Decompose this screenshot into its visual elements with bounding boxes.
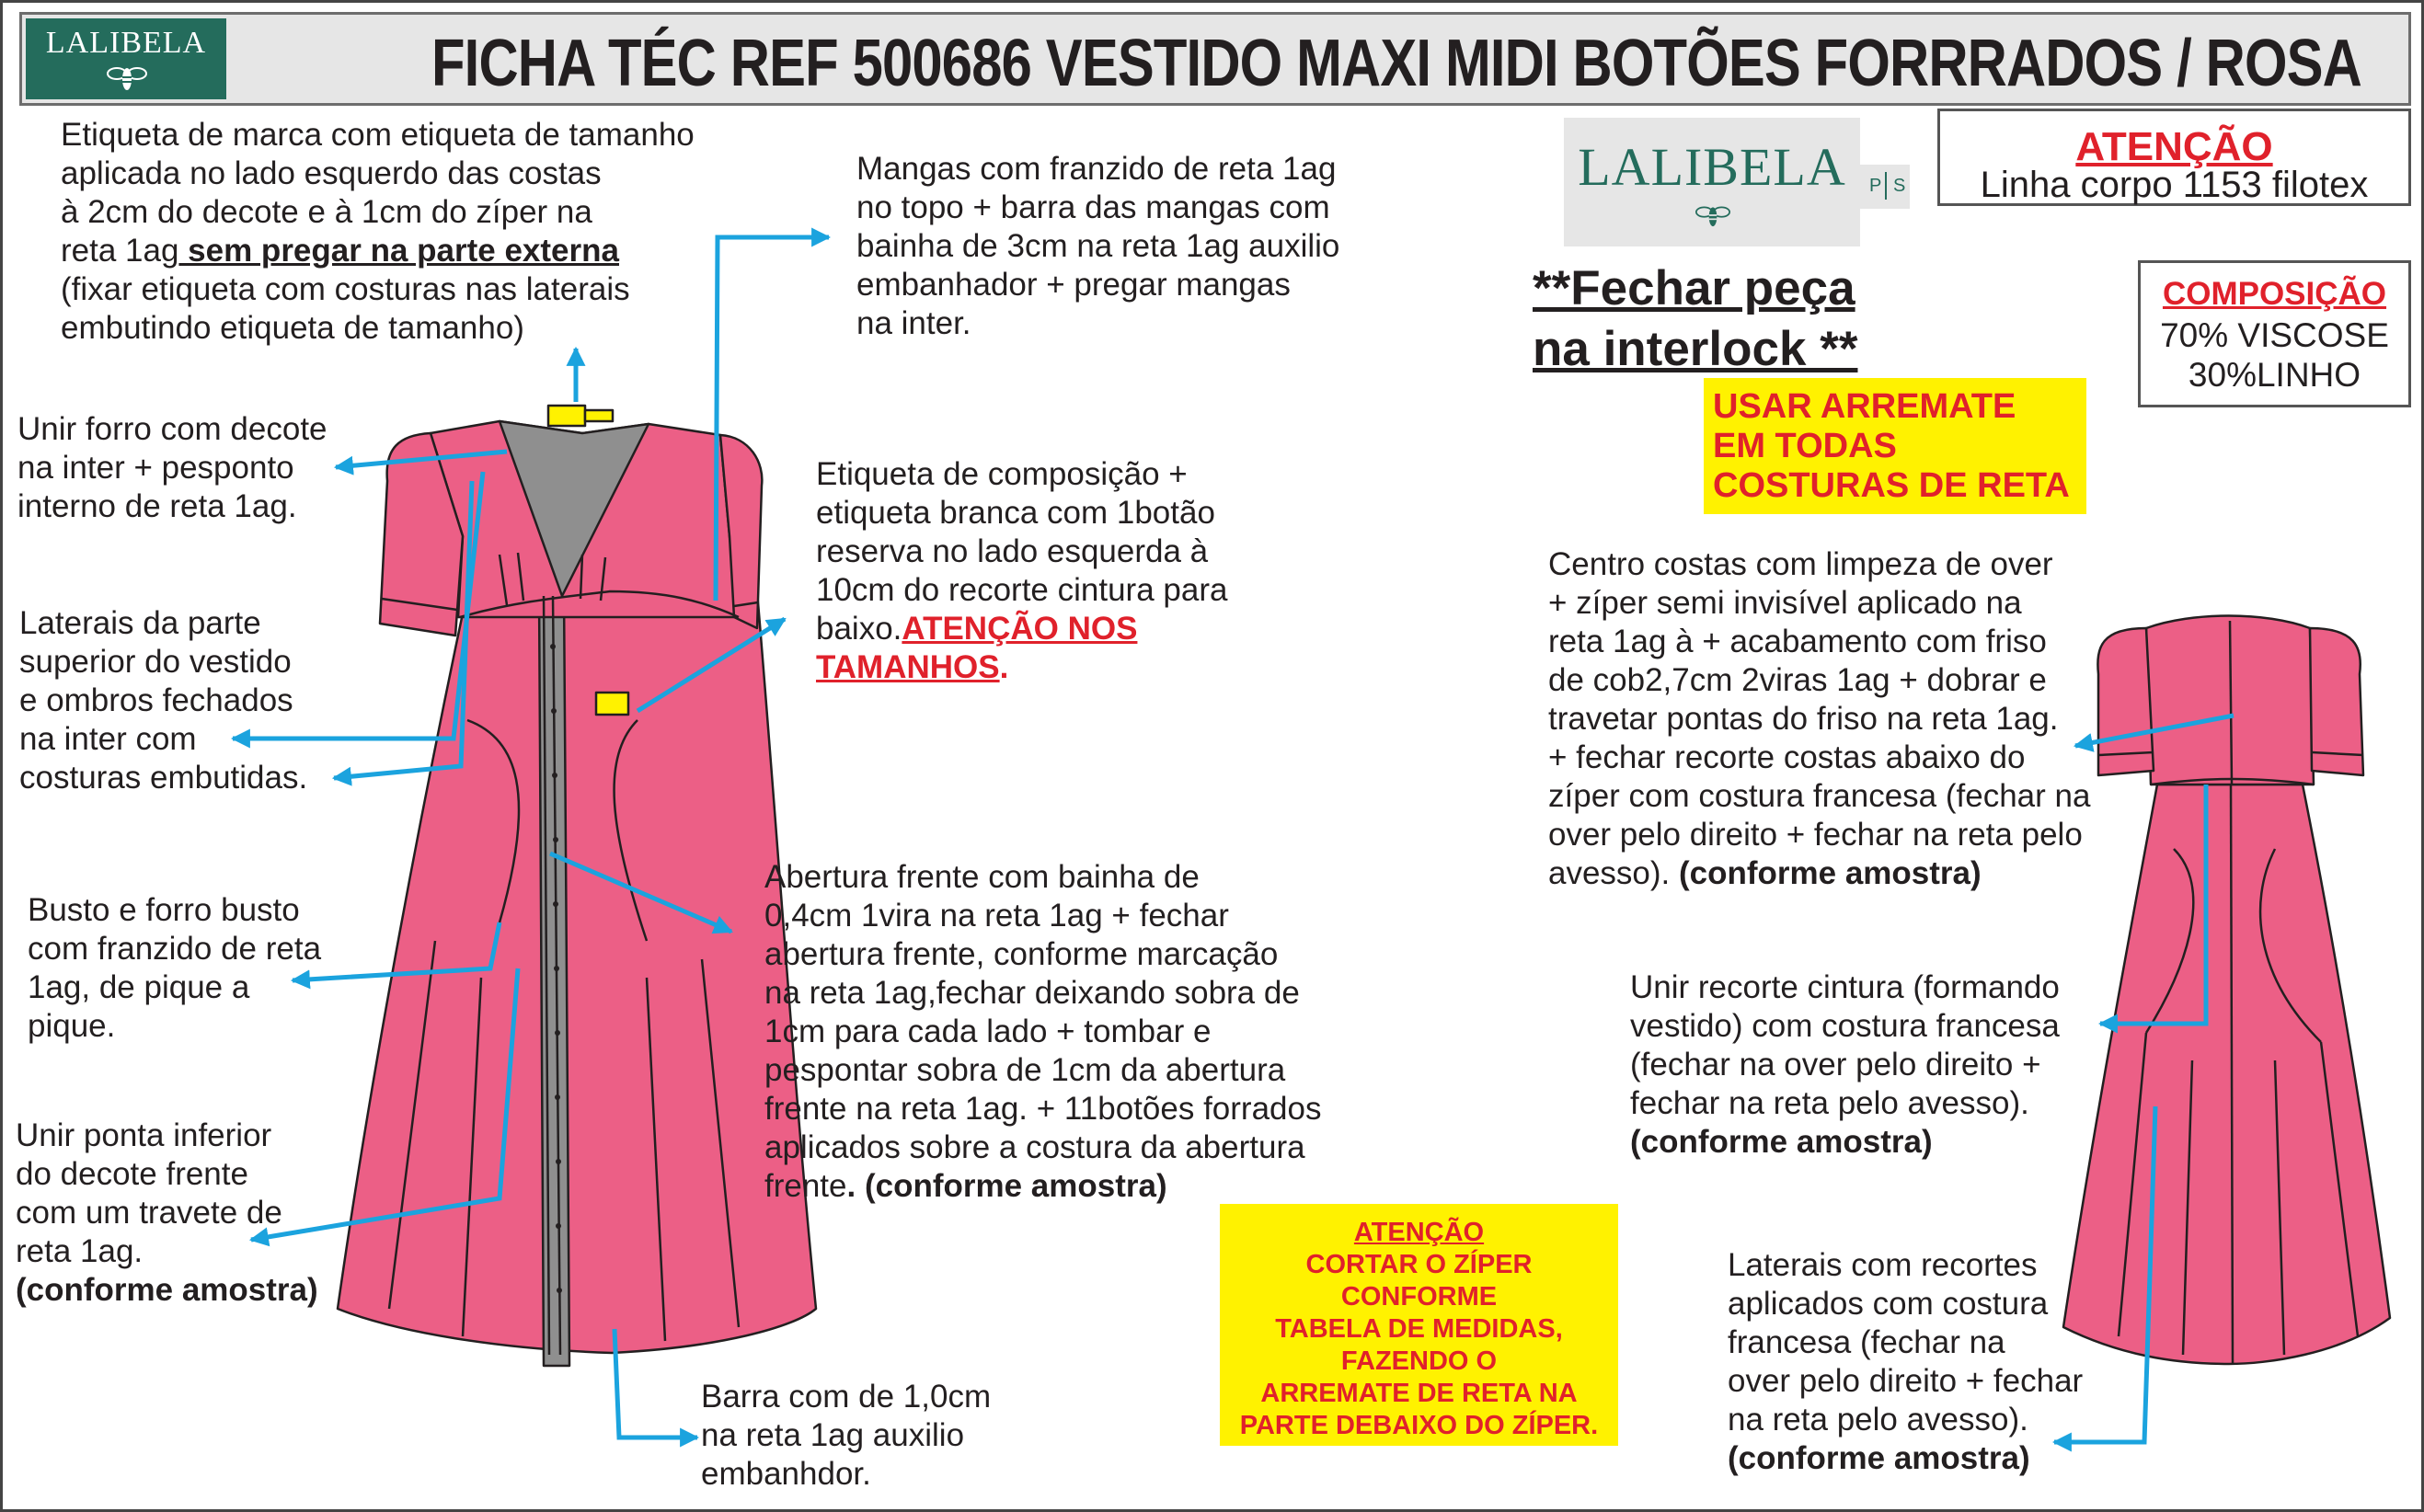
note-line: na inter com [19, 721, 197, 757]
arremate-line-1: USAR ARREMATE [1713, 387, 2016, 426]
note-line [1728, 1439, 2083, 1478]
note-line: over pelo direito + fechar na reta pelo [1548, 817, 2083, 853]
note-line: interno de reta 1ag. [17, 488, 297, 524]
note-line: reserva no lado esquerda à [816, 533, 1209, 569]
note-line: 1cm para cada lado + tombar e [764, 1014, 1212, 1049]
back-skirt [2063, 785, 2390, 1364]
note-line: na inter. [856, 305, 971, 341]
note-text: avesso). [1548, 855, 1679, 891]
interlock-note-line-1: **Fechar peça [1533, 261, 1855, 315]
note-alert: . [999, 649, 1009, 685]
note-line: vestido) com costura francesa [1630, 1008, 2060, 1044]
zipper-line-2: CORTAR O ZÍPER [1305, 1250, 1533, 1279]
note-text: reta 1ag [61, 233, 179, 269]
ps-tag-p: P [1869, 176, 1882, 196]
note-line: 0,4cm 1vira na reta 1ag + fechar [764, 898, 1229, 934]
note-line: pespontar sobra de 1cm da abertura [764, 1052, 1286, 1088]
note-emphasis: . (conforme amostra) [846, 1168, 1167, 1204]
composition-box [2138, 260, 2411, 407]
zipper-line-5: FAZENDO O [1340, 1346, 1498, 1376]
note-line: reta 1ag à + acabamento com friso [1548, 624, 2047, 659]
sheet-title: FICHA TÉC REF 500686 VESTIDO MAXI MIDI BOTÕES FORRRADOS / ROSA [431, 27, 2361, 100]
zipper-line-3: CONFORME [1340, 1282, 1498, 1312]
note-line: na reta 1ag,fechar deixando sobra de [764, 975, 1300, 1011]
note-line: com um travete de [16, 1195, 282, 1231]
ps-tag-s: S [1893, 176, 1906, 196]
note-line: francesa (fechar na [1728, 1324, 2005, 1360]
interlock-note-line-2: na interlock ** [1533, 322, 1858, 376]
note-line: do decote frente [16, 1156, 248, 1192]
note-line [764, 1167, 1321, 1206]
note-line [61, 232, 695, 270]
note-line: de cob2,7cm 2viras 1ag + dobrar e [1548, 662, 2047, 698]
composition-label-marker [596, 693, 628, 715]
brand-label-marker [548, 406, 585, 426]
note-emphasis: (conforme amostra) [1728, 1440, 2030, 1476]
note-text: baixo. [816, 611, 902, 647]
note-line [816, 610, 1227, 648]
note-line: com franzido de reta [28, 931, 322, 967]
front-dress-drawing [338, 406, 816, 1366]
note-sleeves [856, 150, 1339, 343]
note-lining-neckline [17, 410, 327, 526]
note-line: Centro costas com limpeza de over [1548, 546, 2053, 582]
note-line: na inter + pesponto [17, 450, 294, 486]
note-line [1630, 1123, 2060, 1162]
note-line: Mangas com franzido de reta 1ag [856, 151, 1337, 187]
note-line: Unir forro com decote [17, 411, 327, 447]
zipper-warning-box [1220, 1204, 1618, 1446]
header-logo-text: LALIBELA [45, 26, 207, 60]
note-line: reta 1ag. [16, 1233, 144, 1269]
zipper-line-6: ARREMATE DE RETA NA [1260, 1379, 1578, 1408]
note-back-center [1548, 545, 2090, 893]
note-line: Unir recorte cintura (formando [1630, 969, 2060, 1005]
note-line: Etiqueta de composição + [816, 456, 1188, 492]
note-bust [28, 891, 321, 1046]
note-line: 1ag, de pique a [28, 969, 250, 1005]
zipper-line-1: ATENÇÃO [1353, 1218, 1485, 1247]
note-line: travetar pontas do friso na reta 1ag. [1548, 701, 2059, 737]
arremate-warning-box [1704, 378, 2086, 514]
note-line [816, 648, 1227, 687]
zipper-line-4: TABELA DE MEDIDAS, [1275, 1314, 1563, 1344]
attention-title: ATENÇÃO [2075, 124, 2273, 169]
note-line: Busto e forro busto [28, 892, 300, 928]
brand-logo-text: LALIBELA [1578, 137, 1846, 197]
bee-icon [1695, 200, 1730, 230]
note-line: superior do vestido [19, 644, 292, 680]
note-line: Abertura frente com bainha de [764, 859, 1200, 895]
note-line: aplicados sobre a costura da abertura [764, 1129, 1305, 1165]
note-line: aplicados com costura [1728, 1286, 2049, 1322]
note-alert: TAMANHOS [816, 649, 1000, 685]
note-line: + zíper semi invisível aplicado na [1548, 585, 2022, 621]
interlock-note [1533, 258, 1857, 380]
note-line: Barra com de 1,0cm [701, 1379, 992, 1415]
note-line: Laterais da parte [19, 605, 261, 641]
note-line: pique. [28, 1008, 116, 1044]
note-line [16, 1271, 318, 1310]
note-line: na reta pelo avesso). [1728, 1402, 2028, 1438]
note-line: abertura frente, conforme marcação [764, 936, 1279, 972]
note-line: embanhdor. [701, 1456, 871, 1492]
brand-logo-panel [1564, 118, 1860, 246]
note-line: embanhador + pregar mangas [856, 267, 1291, 303]
note-line: na reta 1ag auxilio [701, 1417, 965, 1453]
note-emphasis: sem pregar na parte externa [178, 233, 619, 269]
arremate-line-3: COSTURAS DE RETA [1713, 466, 2070, 505]
note-hem [701, 1378, 991, 1494]
note-line: over pelo direito + fechar [1728, 1363, 2084, 1399]
note-emphasis: (conforme amostra) [1630, 1124, 1933, 1160]
note-text: frente [764, 1168, 847, 1204]
composition-title: COMPOSIÇÃO [2162, 276, 2387, 312]
note-line: aplicada no lado esquerdo das costas [61, 155, 602, 191]
note-front-opening [764, 858, 1321, 1206]
note-line: no topo + barra das mangas com [856, 189, 1330, 225]
attention-text: Linha corpo 1153 filotex [1980, 165, 2369, 205]
note-line: (fechar na over pelo direito + [1630, 1047, 2041, 1082]
note-side-panels [1728, 1246, 2083, 1478]
note-line: embutindo etiqueta de tamanho) [61, 310, 524, 346]
note-line: costuras embutidas. [19, 760, 308, 796]
note-line: + fechar recorte costas abaixo do [1548, 739, 2026, 775]
note-line: frente na reta 1ag. + 11botões forrados [764, 1091, 1322, 1127]
back-dress-drawing [2063, 616, 2390, 1365]
note-line: fechar na reta pelo avesso). [1630, 1085, 2029, 1121]
note-line: etiqueta branca com 1botão [816, 495, 1215, 531]
note-emphasis: (conforme amostra) [16, 1272, 318, 1308]
attention-thread-box [1937, 109, 2411, 206]
note-line: zíper com costura francesa (fechar na [1548, 778, 2091, 814]
note-waist-seam [1630, 968, 2060, 1162]
composition-line-2: 30%LINHO [2188, 356, 2361, 394]
composition-line-1: 70% VISCOSE [2160, 316, 2389, 354]
note-line: Unir ponta inferior [16, 1117, 272, 1153]
note-alert: ATENÇÃO NOS [902, 611, 1138, 647]
note-lower-neck-point [16, 1117, 318, 1310]
note-line: 10cm do recorte cintura para [816, 572, 1228, 608]
note-upper-sides [19, 604, 307, 797]
note-line: e ombros fechados [19, 682, 293, 718]
arremate-line-2: EM TODAS [1713, 427, 1897, 465]
note-line: (fixar etiqueta com costuras nas laterais [61, 271, 630, 307]
note-brand-label [61, 116, 695, 348]
zipper-line-7: PARTE DEBAIXO DO ZÍPER. [1239, 1411, 1599, 1440]
note-line: bainha de 3cm na reta 1ag auxilio [856, 228, 1340, 264]
ps-tag [1860, 165, 1910, 209]
note-line: à 2cm do decote e à 1cm do zíper na [61, 194, 592, 230]
note-composition-label [816, 455, 1227, 687]
note-line [1548, 854, 2090, 893]
note-emphasis: (conforme amostra) [1679, 855, 1982, 891]
note-line: Etiqueta de marca com etiqueta de tamanho [61, 117, 695, 153]
note-line: Laterais com recortes [1728, 1247, 2038, 1283]
